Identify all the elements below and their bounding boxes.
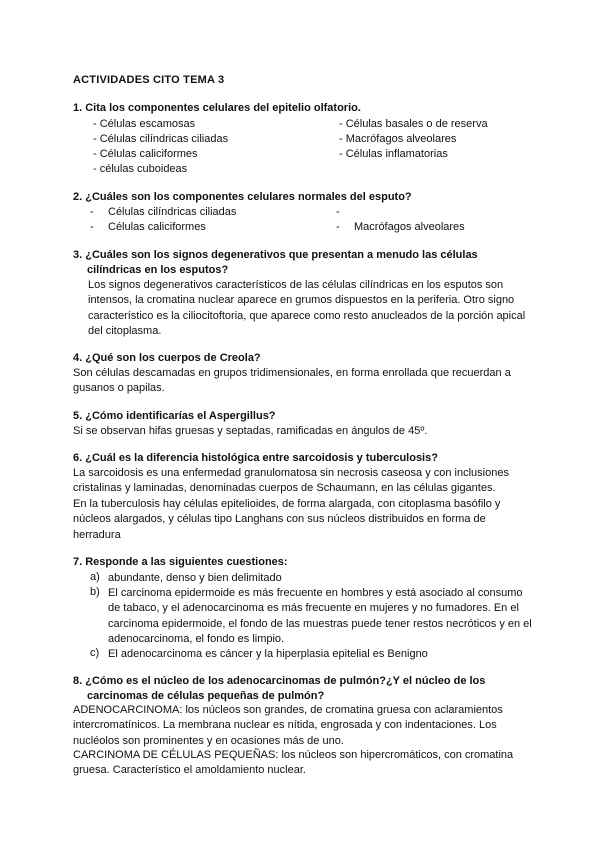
q1-left-item: - células cuboideas bbox=[93, 163, 188, 175]
question-5: 5. ¿Cómo identificarías el Aspergillus? bbox=[73, 410, 276, 422]
answer-8-small-cell: CARCINOMA DE CÉLULAS PEQUEÑAS: los núcleos son hipercromáticos, con cromatina gruesa. Característico el amoldamiento nuclear. bbox=[73, 749, 514, 777]
question-8-line-1: 8. ¿Cómo es el núcleo de los adenocarcinomas de pulmón?¿Y el núcleo de los bbox=[73, 675, 486, 687]
q1-left-item: - Células cilíndricas ciliadas bbox=[93, 133, 229, 145]
question-2: 2. ¿Cuáles son los componentes celulares normales del esputo? bbox=[73, 191, 412, 203]
q2-left-item: Células caliciformes bbox=[108, 221, 206, 233]
answer-6-sarcoidosis: La sarcoidosis es una enfermedad granulomatosa sin necrosis caseosa y con inclusiones cristalinas y laminadas, denominadas cuerpos de Schaumann, en las células gigantes. bbox=[73, 467, 509, 495]
question-6: 6. ¿Cuál es la diferencia histológica entre sarcoidosis y tuberculosis? bbox=[73, 452, 438, 464]
question-3-line-1: 3. ¿Cuáles son los signos degenerativos que presentan a menudo las células bbox=[73, 249, 478, 261]
answer-3: Los signos degenerativos característicos de las células cilíndricas en los esputos son intensos, la cromatina nuclear aparece en grumos dispuestos en la periferia. Otro signo característico es la ciliocitoftoria, que aparece como resto anucleados de la porción apical del citoplasma. bbox=[88, 279, 526, 337]
q7-item-marker: a) bbox=[90, 571, 100, 583]
q7-item-marker: b) bbox=[90, 586, 100, 598]
q7-item-text: abundante, denso y bien delimitado bbox=[108, 572, 282, 584]
q7-item-marker: c) bbox=[90, 647, 100, 659]
question-7: 7. Responde a las siguientes cuestiones: bbox=[73, 556, 288, 568]
q1-right-item: - Células inflamatorias bbox=[339, 148, 448, 160]
q1-right-item: - Macrófagos alveolares bbox=[339, 133, 457, 145]
answer-5: Si se observan hifas gruesas y septadas, ramificadas en ángulos de 45º. bbox=[73, 425, 428, 437]
q2-right-item: Macrófagos alveolares bbox=[354, 221, 465, 233]
answer-6-tuberculosis: En la tuberculosis hay células epitelioides, de forma alargada, con citoplasma basófilo y núcleos alargados, y células tipo Langhans con sus núcleos distribuidos en forma de herradura bbox=[73, 498, 501, 541]
q1-right-item: - Células basales o de reserva bbox=[339, 118, 488, 130]
question-3 bbox=[73, 248, 533, 278]
question-3-line-2: cilíndricas en los esputos? bbox=[87, 264, 229, 276]
answer-4: Son células descamadas en grupos tridimensionales, en forma enrollada que recuerdan a gusanos o papilas. bbox=[73, 367, 511, 395]
q1-left-item: - Células caliciformes bbox=[93, 148, 198, 160]
question-8 bbox=[73, 674, 533, 704]
document-title: ACTIVIDADES CITO TEMA 3 bbox=[73, 74, 225, 86]
q2-dash: - bbox=[336, 206, 340, 218]
q2-left-item: Células cilíndricas ciliadas bbox=[108, 206, 237, 218]
q7-item-text: El carcinoma epidermoide es más frecuente en hombres y está asociado al consumo de tabaco, y el adenocarcinoma es más frecuente en mujeres y no fumadores. En el carcinoma epidermoide, el fondo de las muestras puede tener restos necróticos y en el adenocarcinoma, el fondo es limpio. bbox=[108, 587, 532, 645]
q2-dash: - bbox=[90, 206, 94, 218]
q1-left-item: - Células escamosas bbox=[93, 118, 196, 130]
q7-item-text: El adenocarcinoma es cáncer y la hiperplasia epitelial es Benigno bbox=[108, 648, 428, 660]
q2-dash: - bbox=[336, 221, 340, 233]
question-4: 4. ¿Qué son los cuerpos de Creola? bbox=[73, 352, 261, 364]
question-1: 1. Cita los componentes celulares del epitelio olfatorio. bbox=[73, 102, 361, 114]
answer-8-adenocarcinoma: ADENOCARCINOMA: los núcleos son grandes, de cromatina gruesa con aclaramientos intercromatínicos. La membrana nuclear es nítida, engrosada y con indentaciones. Los nucléolos son prominentes y en ocasiones más de uno. bbox=[73, 704, 503, 747]
question-8-line-2: carcinomas de células pequeñas de pulmón? bbox=[87, 690, 325, 702]
q2-dash: - bbox=[90, 221, 94, 233]
